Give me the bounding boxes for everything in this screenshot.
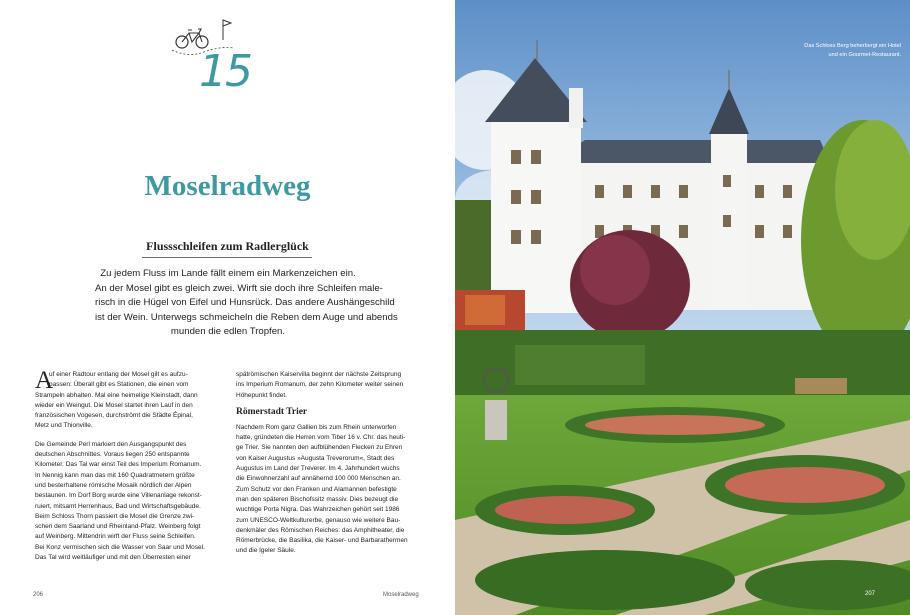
page-number-left: 206: [33, 592, 44, 598]
body-line: die Einwohnerzahl auf annähernd 100 000 Menschen an.: [236, 475, 401, 483]
body-line: Kilometer. Das Tal war einst Teil des Imperium Romanum.: [35, 461, 202, 469]
running-head: Moselradweg: [383, 592, 419, 598]
chapter-number: 15: [199, 46, 251, 97]
intro-line: ist der Wein. Unterwegs schmeicheln die Reben dem Auge und abends: [95, 311, 398, 323]
body-line: Nachdem Rom ganz Gallien bis zum Rhein unterworfen: [236, 423, 397, 431]
intro-line: An der Mosel gibt es gleich zwei. Wirft sie doch ihre Schleifen male-: [95, 282, 383, 294]
body-line: ins Imperium Romanum, der zehn Kilometer weiter seinen: [236, 381, 404, 389]
body-line: Metz und Thionville.: [35, 422, 93, 430]
body-line: schen dem Saarland und Rheinland-Pfalz. Weinberg folgt: [35, 523, 201, 531]
paragraph: [236, 370, 424, 401]
paragraph: [35, 367, 223, 432]
body-line: Höhepunkt findet.: [236, 391, 287, 399]
body-line: zum UNESCO-Weltkulturerbe, genauso wie weitere Bau-: [236, 516, 401, 524]
caption-line: und ein Gourmet-Restaurant.: [828, 52, 901, 58]
body-line: Zum Schutz vor den Franken und Alamannen befestigte: [236, 485, 397, 493]
body-line: ruiert, mitsamt Herrenhaus, Bad und Wirtschaftsgebäude.: [35, 502, 201, 510]
drop-cap: A: [35, 367, 54, 394]
body-line: Bei Konz vermischen sich die Wasser von Saar und Mosel.: [35, 543, 205, 551]
castle-garden-photo: [455, 0, 910, 615]
body-line: und die Igeler Säule.: [236, 547, 296, 555]
paragraph: [236, 423, 424, 557]
body-line: man den späteren Bischofssitz massiv. Dies bezeugt die: [236, 495, 399, 503]
right-page: [455, 0, 910, 615]
body-line: auf Weinberg. Mittendrin wirft der Fluss seine Schleifen.: [35, 533, 196, 541]
body-line: Augustus im Land der Treverer. Im 4. Jahrhundert wuchs: [236, 465, 400, 473]
body-line: deutschen Abschnittes. Voraus liegen 250 entspannte: [35, 451, 190, 459]
body-line: hatte, gründeten die Herren vom Tiber 16 v. Chr. das heuti-: [236, 434, 406, 442]
caption-line: Das Schloss Berg beherbergt ein Hotel: [804, 43, 901, 49]
intro-line: risch in die Hügel von Eifel und Hunsrück. Das andere Aushängeschild: [95, 297, 395, 309]
body-line: französischen Vogesen, durchströmt die Städte Épinal,: [35, 412, 193, 420]
intro-line: munden die edlen Tropfen.: [170, 326, 286, 338]
chapter-subtitle: Flussschleifen zum Radlerglück: [146, 239, 309, 253]
body-column-1: [35, 367, 223, 563]
body-line: von Kaiser Augustus »Augusta Treverorum«, Stadt des: [236, 454, 395, 462]
body-column-2: [236, 370, 424, 557]
subtitle-divider: [142, 257, 312, 258]
body-line: bestaunen. Im Dorf Borg wurde eine Villenanlage rekonst-: [35, 492, 202, 500]
body-line: wuchtige Porta Nigra. Das Wahrzeichen gehört seit 1986: [236, 506, 400, 514]
body-line: Strampeln abhalten. Mal eine heimelige Kleinstadt, dann: [35, 391, 198, 399]
body-line: denkmäler des Römischen Reiches: das Amphitheater, die: [236, 526, 405, 534]
paragraph: [35, 440, 223, 564]
body-line: ge Trier. Sie nannten den aufblühenden Flecken zu Ehren: [236, 444, 403, 452]
page-number-right: 207: [865, 591, 876, 597]
body-line: und besterhaltene römische Mosaik nördlich der Alpen: [35, 481, 192, 489]
body-line: Römerbrücke, die Basilika, die Kaiser- und Barbarathermen: [236, 537, 408, 545]
photo-caption: [773, 42, 901, 60]
body-line: uf einer Radtour entlang der Mosel gilt es aufzu-: [49, 371, 188, 378]
section-heading: Römerstadt Trier: [236, 406, 308, 417]
body-line: Beim Schloss Thorn passiert die Mosel die Grenze zwi-: [35, 512, 195, 520]
body-line: Die Gemeinde Perl markiert den Ausgangspunkt des: [35, 440, 187, 448]
body-line: Das Tal wird weitläufiger und mit den Überresten einer: [35, 554, 191, 562]
body-line: passen: Überall gibt es Stationen, die einen vom: [49, 381, 189, 389]
body-line: wieder ein Weingut. Die Mosel startet ihren Lauf in den: [35, 401, 193, 409]
chapter-title: Moselradweg: [144, 170, 311, 202]
body-line: spätrömischen Kaiservilla beginnt der nächste Zeitsprung: [236, 371, 402, 378]
body-line: In Nennig kann man das mit 160 Quadratmetern größte: [35, 471, 195, 479]
intro-paragraph: [95, 267, 398, 340]
intro-line: Zu jedem Fluss im Lande fällt einem ein Markenzeichen ein.: [100, 268, 356, 279]
